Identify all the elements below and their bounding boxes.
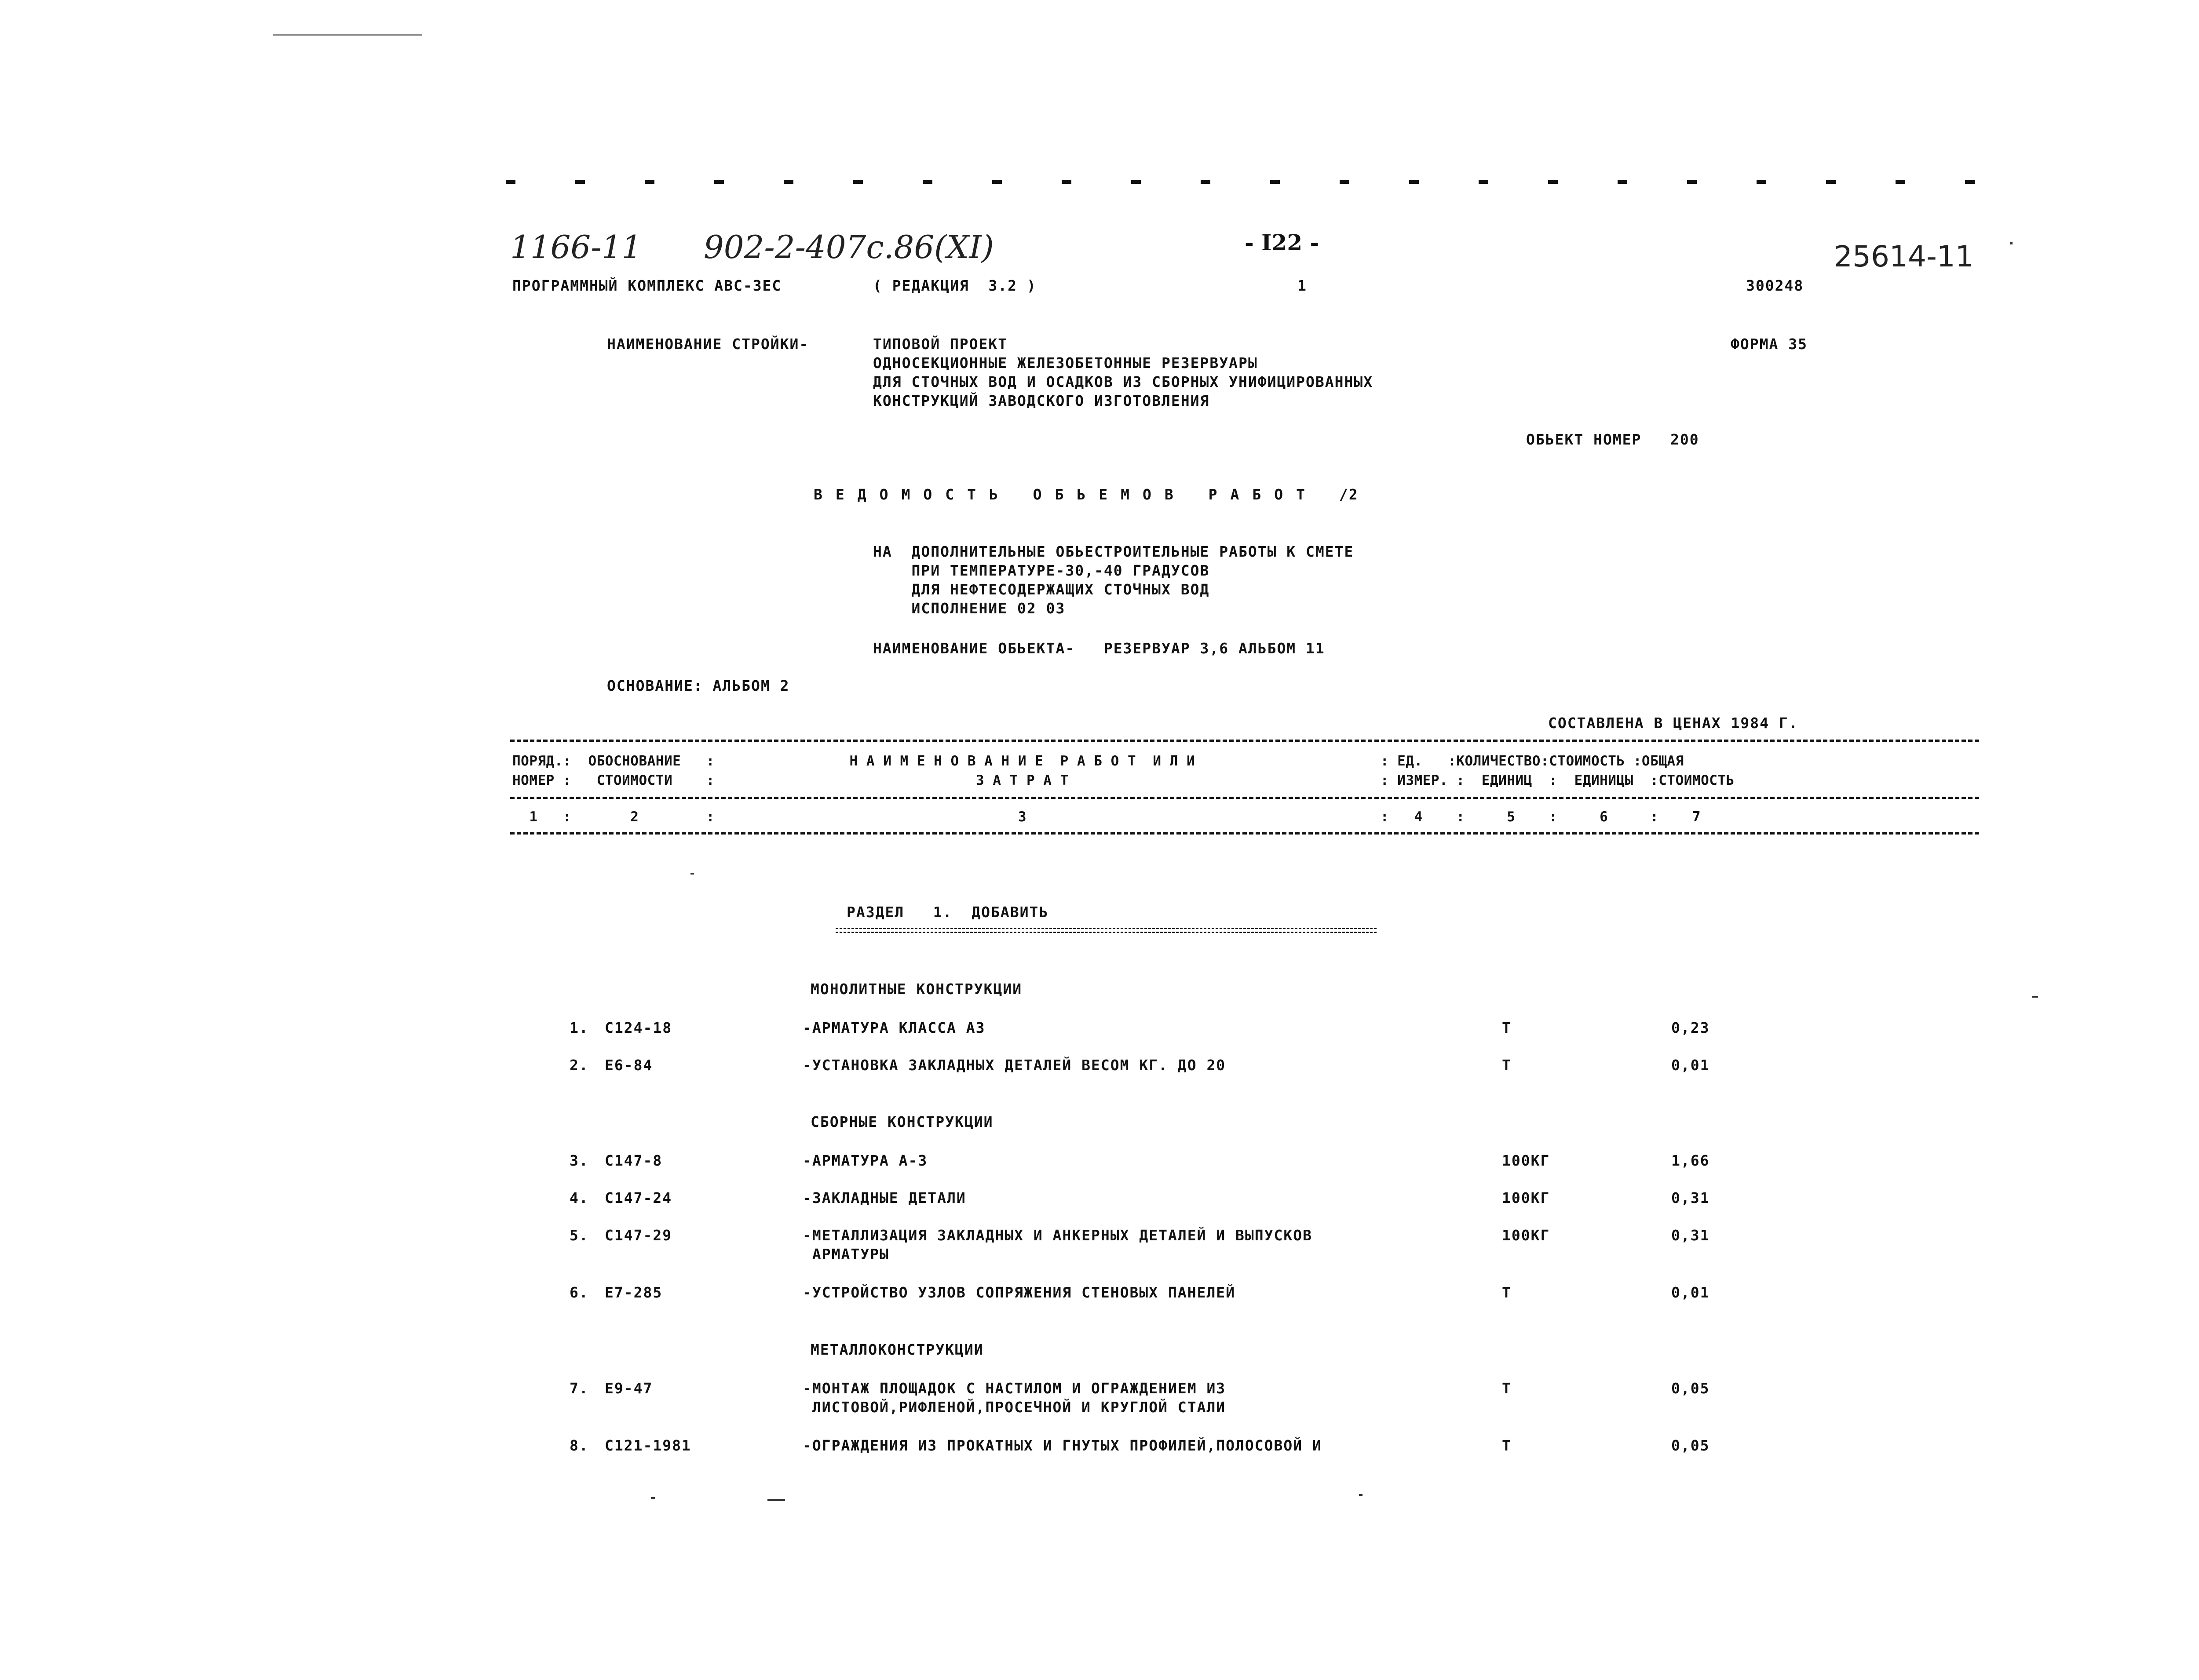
row-3-name: -АРМАТУРА А-3 — [803, 1152, 928, 1169]
group-title-monolithic: МОНОЛИТНЫЕ КОНСТРУКЦИИ — [811, 980, 1023, 998]
purpose-line-2: ПРИ ТЕМПЕРАТУРЕ-30,-40 ГРАДУСОВ — [873, 562, 1210, 579]
row-4-name: -ЗАКЛАДНЫЕ ДЕТАЛИ — [803, 1189, 966, 1206]
row-1-qty: 0,23 — [1671, 1019, 1710, 1036]
row-6-num: 6. — [570, 1284, 589, 1301]
separator-dash — [1687, 180, 1697, 184]
scan-speck — [690, 873, 694, 875]
group-title-precast: СБОРНЫЕ КОНСТРУКЦИИ — [811, 1113, 994, 1130]
scan-speck — [2032, 996, 2038, 998]
row-5-name-cont: АРМАТУРЫ — [803, 1246, 889, 1263]
separator-dash — [1548, 180, 1558, 184]
row-2-unit: Т — [1502, 1057, 1512, 1074]
top-dash-separator — [506, 180, 2001, 185]
row-4-qty: 0,31 — [1671, 1189, 1710, 1206]
page-number: - I22 - — [1245, 230, 1319, 255]
purpose-line-4: ИСПОЛНЕНИЕ 02 03 — [873, 600, 1066, 617]
row-6-name: -УСТРОЙСТВО УЗЛОВ СОПРЯЖЕНИЯ СТЕНОВЫХ ПАНЕЛЕЙ — [803, 1284, 1236, 1301]
table-rule-bottom — [510, 832, 1979, 835]
program-name: ПРОГРАММНЫЙ КОМПЛЕКС АВС-3ЕС — [512, 277, 782, 294]
separator-dash — [1965, 180, 1975, 184]
row-8-name: -ОГРАЖДЕНИЯ ИЗ ПРОКАТНЫХ И ГНУТЫХ ПРОФИЛЕЙ,ПОЛОСОВОЙ И — [803, 1437, 1322, 1454]
row-8-qty: 0,05 — [1671, 1437, 1710, 1454]
separator-dash — [645, 180, 654, 184]
row-7-name: -МОНТАЖ ПЛОЩАДОК С НАСТИЛОМ И ОГРАЖДЕНИЕМ ИЗ — [803, 1380, 1226, 1397]
separator-dash — [1409, 180, 1419, 184]
row-6-qty: 0,01 — [1671, 1284, 1710, 1301]
construction-label: НАИМЕНОВАНИЕ СТРОЙКИ- — [607, 335, 809, 353]
separator-dash — [992, 180, 1002, 184]
row-1-name: -АРМАТУРА КЛАССА А3 — [803, 1019, 986, 1036]
object-number: ОБЬЕКТ НОМЕР 200 — [1526, 431, 1699, 448]
separator-dash — [1131, 180, 1141, 184]
separator-dash — [1826, 180, 1836, 184]
section-underline — [836, 928, 1377, 933]
row-7-qty: 0,05 — [1671, 1380, 1710, 1397]
group-title-metal: МЕТАЛЛОКОНСТРУКЦИИ — [811, 1341, 984, 1358]
row-2-name: -УСТАНОВКА ЗАКЛАДНЫХ ДЕТАЛЕЙ ВЕСОМ КГ. ДО 20 — [803, 1057, 1226, 1074]
separator-dash — [853, 180, 863, 184]
row-7-name-cont: ЛИСТОВОЙ,РИФЛЕНОЙ,ПРОСЕЧНОЙ И КРУГЛОЙ СТАЛИ — [803, 1399, 1226, 1416]
separator-dash — [1201, 180, 1210, 184]
separator-dash — [575, 180, 585, 184]
separator-dash — [1479, 180, 1488, 184]
scan-speck — [651, 1497, 655, 1499]
row-5-name: -МЕТАЛЛИЗАЦИЯ ЗАКЛАДНЫХ И АНКЕРНЫХ ДЕТАЛЕЙ И ВЫПУСКОВ — [803, 1227, 1312, 1244]
row-1-code: С124-18 — [605, 1019, 672, 1036]
object-name: НАИМЕНОВАНИЕ ОБЬЕКТА- РЕЗЕРВУАР 3,6 АЛЬБОМ 11 — [873, 640, 1325, 657]
row-7-code: Е9-47 — [605, 1380, 653, 1397]
row-6-code: Е7-285 — [605, 1284, 663, 1301]
row-6-unit: Т — [1502, 1284, 1512, 1301]
document-title: ВЕДОМОСТЬ ОБЬЕМОВ РАБОТ — [814, 486, 1318, 503]
construction-line-2: ОДНОСЕКЦИОННЫЕ ЖЕЛЕЗОБЕТОННЫЕ РЕЗЕРВУАРЫ — [873, 354, 1258, 372]
row-3-code: С147-8 — [605, 1152, 663, 1169]
table-header-row-1: ПОРЯД.: ОБОСНОВАНИЕ : Н А И М Е Н О В А Н И Е Р А Б О Т И Л И : ЕД. :КОЛИЧЕСТВО:СТОИМОСТЬ :ОБЩАЯ — [512, 753, 1684, 769]
row-4-unit: 100КГ — [1502, 1189, 1550, 1206]
row-3-qty: 1,66 — [1671, 1152, 1710, 1169]
table-rule-mid — [510, 797, 1979, 799]
separator-dash — [1896, 180, 1905, 184]
row-4-num: 4. — [570, 1189, 589, 1206]
construction-line-4: КОНСТРУКЦИЙ ЗАВОДСКОГО ИЗГОТОВЛЕНИЯ — [873, 392, 1210, 409]
row-7-unit: Т — [1502, 1380, 1512, 1397]
row-2-qty: 0,01 — [1671, 1057, 1710, 1074]
sheet-number: 1 — [1297, 277, 1307, 294]
row-5-qty: 0,31 — [1671, 1227, 1710, 1244]
construction-line-3: ДЛЯ СТОЧНЫХ ВОД И ОСАДКОВ ИЗ СБОРНЫХ УНИФИЦИРОВАННЫХ — [873, 373, 1373, 390]
row-2-num: 2. — [570, 1057, 589, 1074]
handwritten-doc-code: 902-2-407с.86(XI) — [704, 229, 994, 266]
separator-dash — [1270, 180, 1280, 184]
scan-speck — [2010, 242, 2013, 244]
prices-note: СОСТАВЛЕНА В ЦЕНАХ 1984 Г. — [1548, 714, 1798, 732]
separator-dash — [1340, 180, 1349, 184]
table-rule-top — [510, 740, 1979, 742]
row-8-code: С121-1981 — [605, 1437, 691, 1454]
handwritten-right-code: 25614-11 — [1834, 240, 1974, 273]
row-1-num: 1. — [570, 1019, 589, 1036]
handwritten-left-code: 1166-11 — [510, 229, 642, 266]
row-2-code: Е6-84 — [605, 1057, 653, 1074]
row-1-unit: Т — [1502, 1019, 1512, 1036]
form-number: ФОРМА 35 — [1731, 335, 1808, 353]
row-5-code: С147-29 — [605, 1227, 672, 1244]
construction-line-1: ТИПОВОЙ ПРОЕКТ — [873, 335, 1008, 353]
scan-speck — [767, 1499, 785, 1501]
row-5-num: 5. — [570, 1227, 589, 1244]
row-5-unit: 100КГ — [1502, 1227, 1550, 1244]
row-8-unit: Т — [1502, 1437, 1512, 1454]
separator-dash — [714, 180, 724, 184]
row-4-code: С147-24 — [605, 1189, 672, 1206]
section-title: РАЗДЕЛ 1. ДОБАВИТЬ — [847, 904, 1049, 921]
row-3-num: 3. — [570, 1152, 589, 1169]
code-number: 300248 — [1746, 277, 1804, 294]
separator-dash — [923, 180, 932, 184]
separator-dash — [784, 180, 793, 184]
basis: ОСНОВАНИЕ: АЛЬБОМ 2 — [607, 677, 790, 694]
table-header-row-3: 1 : 2 : 3 : 4 : 5 : 6 : 7 — [512, 809, 1701, 825]
row-8-num: 8. — [570, 1437, 589, 1454]
separator-dash — [1757, 180, 1766, 184]
corner-rule — [273, 34, 422, 36]
purpose-line-3: ДЛЯ НЕФТЕСОДЕРЖАЩИХ СТОЧНЫХ ВОД — [873, 581, 1210, 598]
row-3-unit: 100КГ — [1502, 1152, 1550, 1169]
table-header-row-2: НОМЕР : СТОИМОСТИ : З А Т Р А Т : ИЗМЕР. : ЕДИНИЦ : ЕДИНИЦЫ :СТОИМОСТЬ — [512, 773, 1735, 788]
document-title-suffix: /2 — [1339, 486, 1359, 503]
separator-dash — [506, 180, 515, 184]
separator-dash — [1062, 180, 1071, 184]
row-7-num: 7. — [570, 1380, 589, 1397]
edition: ( РЕДАКЦИЯ 3.2 ) — [873, 277, 1037, 294]
scan-speck — [1359, 1494, 1363, 1496]
separator-dash — [1618, 180, 1627, 184]
purpose-line-1: НА ДОПОЛНИТЕЛЬНЫЕ ОБЬЕСТРОИТЕЛЬНЫЕ РАБОТЫ К СМЕТЕ — [873, 543, 1354, 560]
